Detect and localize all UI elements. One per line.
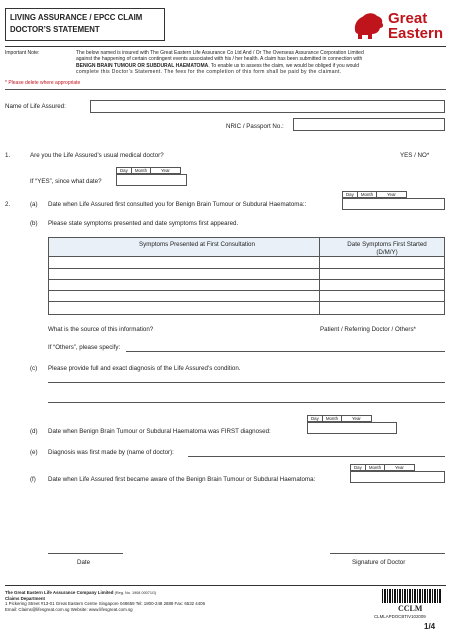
table-row-line xyxy=(49,290,444,291)
q1-date-field[interactable] xyxy=(116,174,187,186)
important-note-label: Important Note: xyxy=(5,50,40,56)
month-label: Month xyxy=(366,465,385,470)
q2d-label: (d) xyxy=(30,428,38,435)
name-label: Name of Life Assured: xyxy=(5,103,66,110)
date-sign-line[interactable] xyxy=(48,553,123,554)
year-label: Year xyxy=(352,416,361,421)
nric-field[interactable] xyxy=(293,118,445,131)
symptoms-col-header: Symptoms Presented at First Consultation xyxy=(139,241,255,248)
note-divider xyxy=(5,89,446,90)
date-started-col-header xyxy=(337,241,437,257)
q2-number: 2. xyxy=(5,201,11,208)
q1-date-header xyxy=(116,167,181,174)
important-note-text xyxy=(76,50,444,75)
note-line-2: against the happening of certain contingent events associated with his / her health. A claim has been submitted in connection with xyxy=(76,56,363,63)
footer-address: 1 Pickering Street #13-01 Great Eastern Centre Singapore 048659 Tel: 1800-248 2888 Fax: 6532 4406 xyxy=(5,601,206,607)
diagnosis-line-2[interactable] xyxy=(48,402,445,403)
q1-text: Are you the Life Assured’s usual medical doctor? xyxy=(30,152,164,159)
year-label: Year xyxy=(387,192,396,197)
q2b-text: Please state symptoms presented and date symptoms first appeared. xyxy=(48,220,239,227)
day-label: Day xyxy=(117,168,132,173)
month-label: Month xyxy=(132,168,151,173)
table-column-divider xyxy=(319,238,320,314)
note-line-3-rest: . To enable us to assess the claim, we would be obliged if you would xyxy=(208,62,360,69)
name-field[interactable] xyxy=(90,100,445,113)
page-number: 1/4 xyxy=(424,622,436,631)
q2d-date-header xyxy=(307,415,372,422)
others-label: If “Others”, please specify: xyxy=(48,344,121,351)
footer-divider xyxy=(5,585,446,586)
q2a-date-field[interactable] xyxy=(342,198,445,210)
others-field[interactable] xyxy=(126,351,445,352)
great-eastern-logo xyxy=(352,8,447,44)
note-line-4: complete this Doctor’s Statement. The fees for the completion of this form shall be paid by the claimant. xyxy=(76,68,342,75)
diagnosis-line-1[interactable] xyxy=(48,382,445,383)
table-row-line xyxy=(49,279,444,280)
year-label: Year xyxy=(161,168,170,173)
q2f-label: (f) xyxy=(30,476,36,483)
doctor-sign-line[interactable] xyxy=(330,553,445,554)
q2a-text: Date when Life Assured first consulted you for Benign Brain Tumour or Subdural Haematoma:: xyxy=(48,201,307,208)
q2c-label: (c) xyxy=(30,365,38,372)
date-started-line2: (D/M/Y) xyxy=(376,248,398,256)
footer-email: Email: Claims@lifesgreat.com.sg Website: www.lifesgreat.com.sg xyxy=(5,606,133,612)
footer-dept: Claims Department xyxy=(5,595,46,601)
table-row-line xyxy=(49,301,444,302)
doctor-name-field[interactable] xyxy=(188,456,445,457)
q2d-date-field[interactable] xyxy=(307,422,397,434)
q2a-label: (a) xyxy=(30,201,38,208)
delete-note: * Please delete where appropriate xyxy=(5,80,81,86)
symptoms-table xyxy=(48,237,445,315)
form-title-box xyxy=(5,8,165,41)
barcode xyxy=(382,589,442,603)
day-label: Day xyxy=(351,465,366,470)
q1-since-label: If “YES”, since what date? xyxy=(30,178,102,185)
q2d-text: Date when Benign Brain Tumour or Subdural Haematoma was FIRST diagnosed: xyxy=(48,428,271,435)
source-question: What is the source of this information? xyxy=(48,326,154,333)
q2e-text: Diagnosis was first made by (name of doctor): xyxy=(48,449,174,456)
lion-icon xyxy=(352,10,386,40)
logo-text-line1: Great xyxy=(388,10,428,27)
date-sign-label: Date xyxy=(77,559,91,566)
note-line-1: The below named is insured with The Great Eastern Life Assurance Co Ltd And / Or The Overseas Assurance Corporation Limited xyxy=(76,50,364,56)
day-label: Day xyxy=(343,192,358,197)
q1-options[interactable]: YES / NO* xyxy=(400,152,430,159)
q2b-label: (b) xyxy=(30,220,38,227)
table-row-line xyxy=(49,268,444,269)
q2f-date-field[interactable] xyxy=(350,471,445,483)
month-label: Month xyxy=(323,416,342,421)
form-code-small: CLMLAPDOCBTIV102009 xyxy=(374,614,426,619)
date-started-line1: Date Symptoms First Started xyxy=(347,241,427,248)
footer-reg: (Reg. No. 1908 00071G) xyxy=(114,591,157,595)
q2c-text: Please provide full and exact diagnosis of the Life Assured’s condition. xyxy=(48,365,241,372)
form-title: LIVING ASSURANCE / EPCC CLAIM xyxy=(10,13,143,22)
doctor-sign-label: Signature of Doctor xyxy=(352,559,406,566)
nric-label: NRIC / Passport No.: xyxy=(226,123,284,130)
q2f-date-header xyxy=(350,464,415,471)
day-label: Day xyxy=(308,416,323,421)
month-label: Month xyxy=(358,192,377,197)
q2e-label: (e) xyxy=(30,449,38,456)
header-divider xyxy=(5,46,446,47)
note-bold-condition: BENIGN BRAIN TUMOUR OR SUBDURAL HAEMATOMA xyxy=(76,62,209,69)
logo-text-line2: Eastern xyxy=(388,25,444,42)
footer-company: The Great Eastern Life Assurance Company Limited xyxy=(5,590,114,595)
year-label: Year xyxy=(395,465,404,470)
form-subtitle: DOCTOR’S STATEMENT xyxy=(10,25,100,34)
source-options[interactable]: Patient / Referring Doctor / Others* xyxy=(320,326,416,333)
footer-company-info xyxy=(5,590,205,612)
q1-number: 1. xyxy=(5,152,11,159)
form-code-big: CCLM xyxy=(398,604,423,613)
q2f-text: Date when Life Assured first became aware of the Benign Brain Tumour or Subdural Haematoma: xyxy=(48,476,316,483)
q2a-date-header xyxy=(342,191,407,198)
